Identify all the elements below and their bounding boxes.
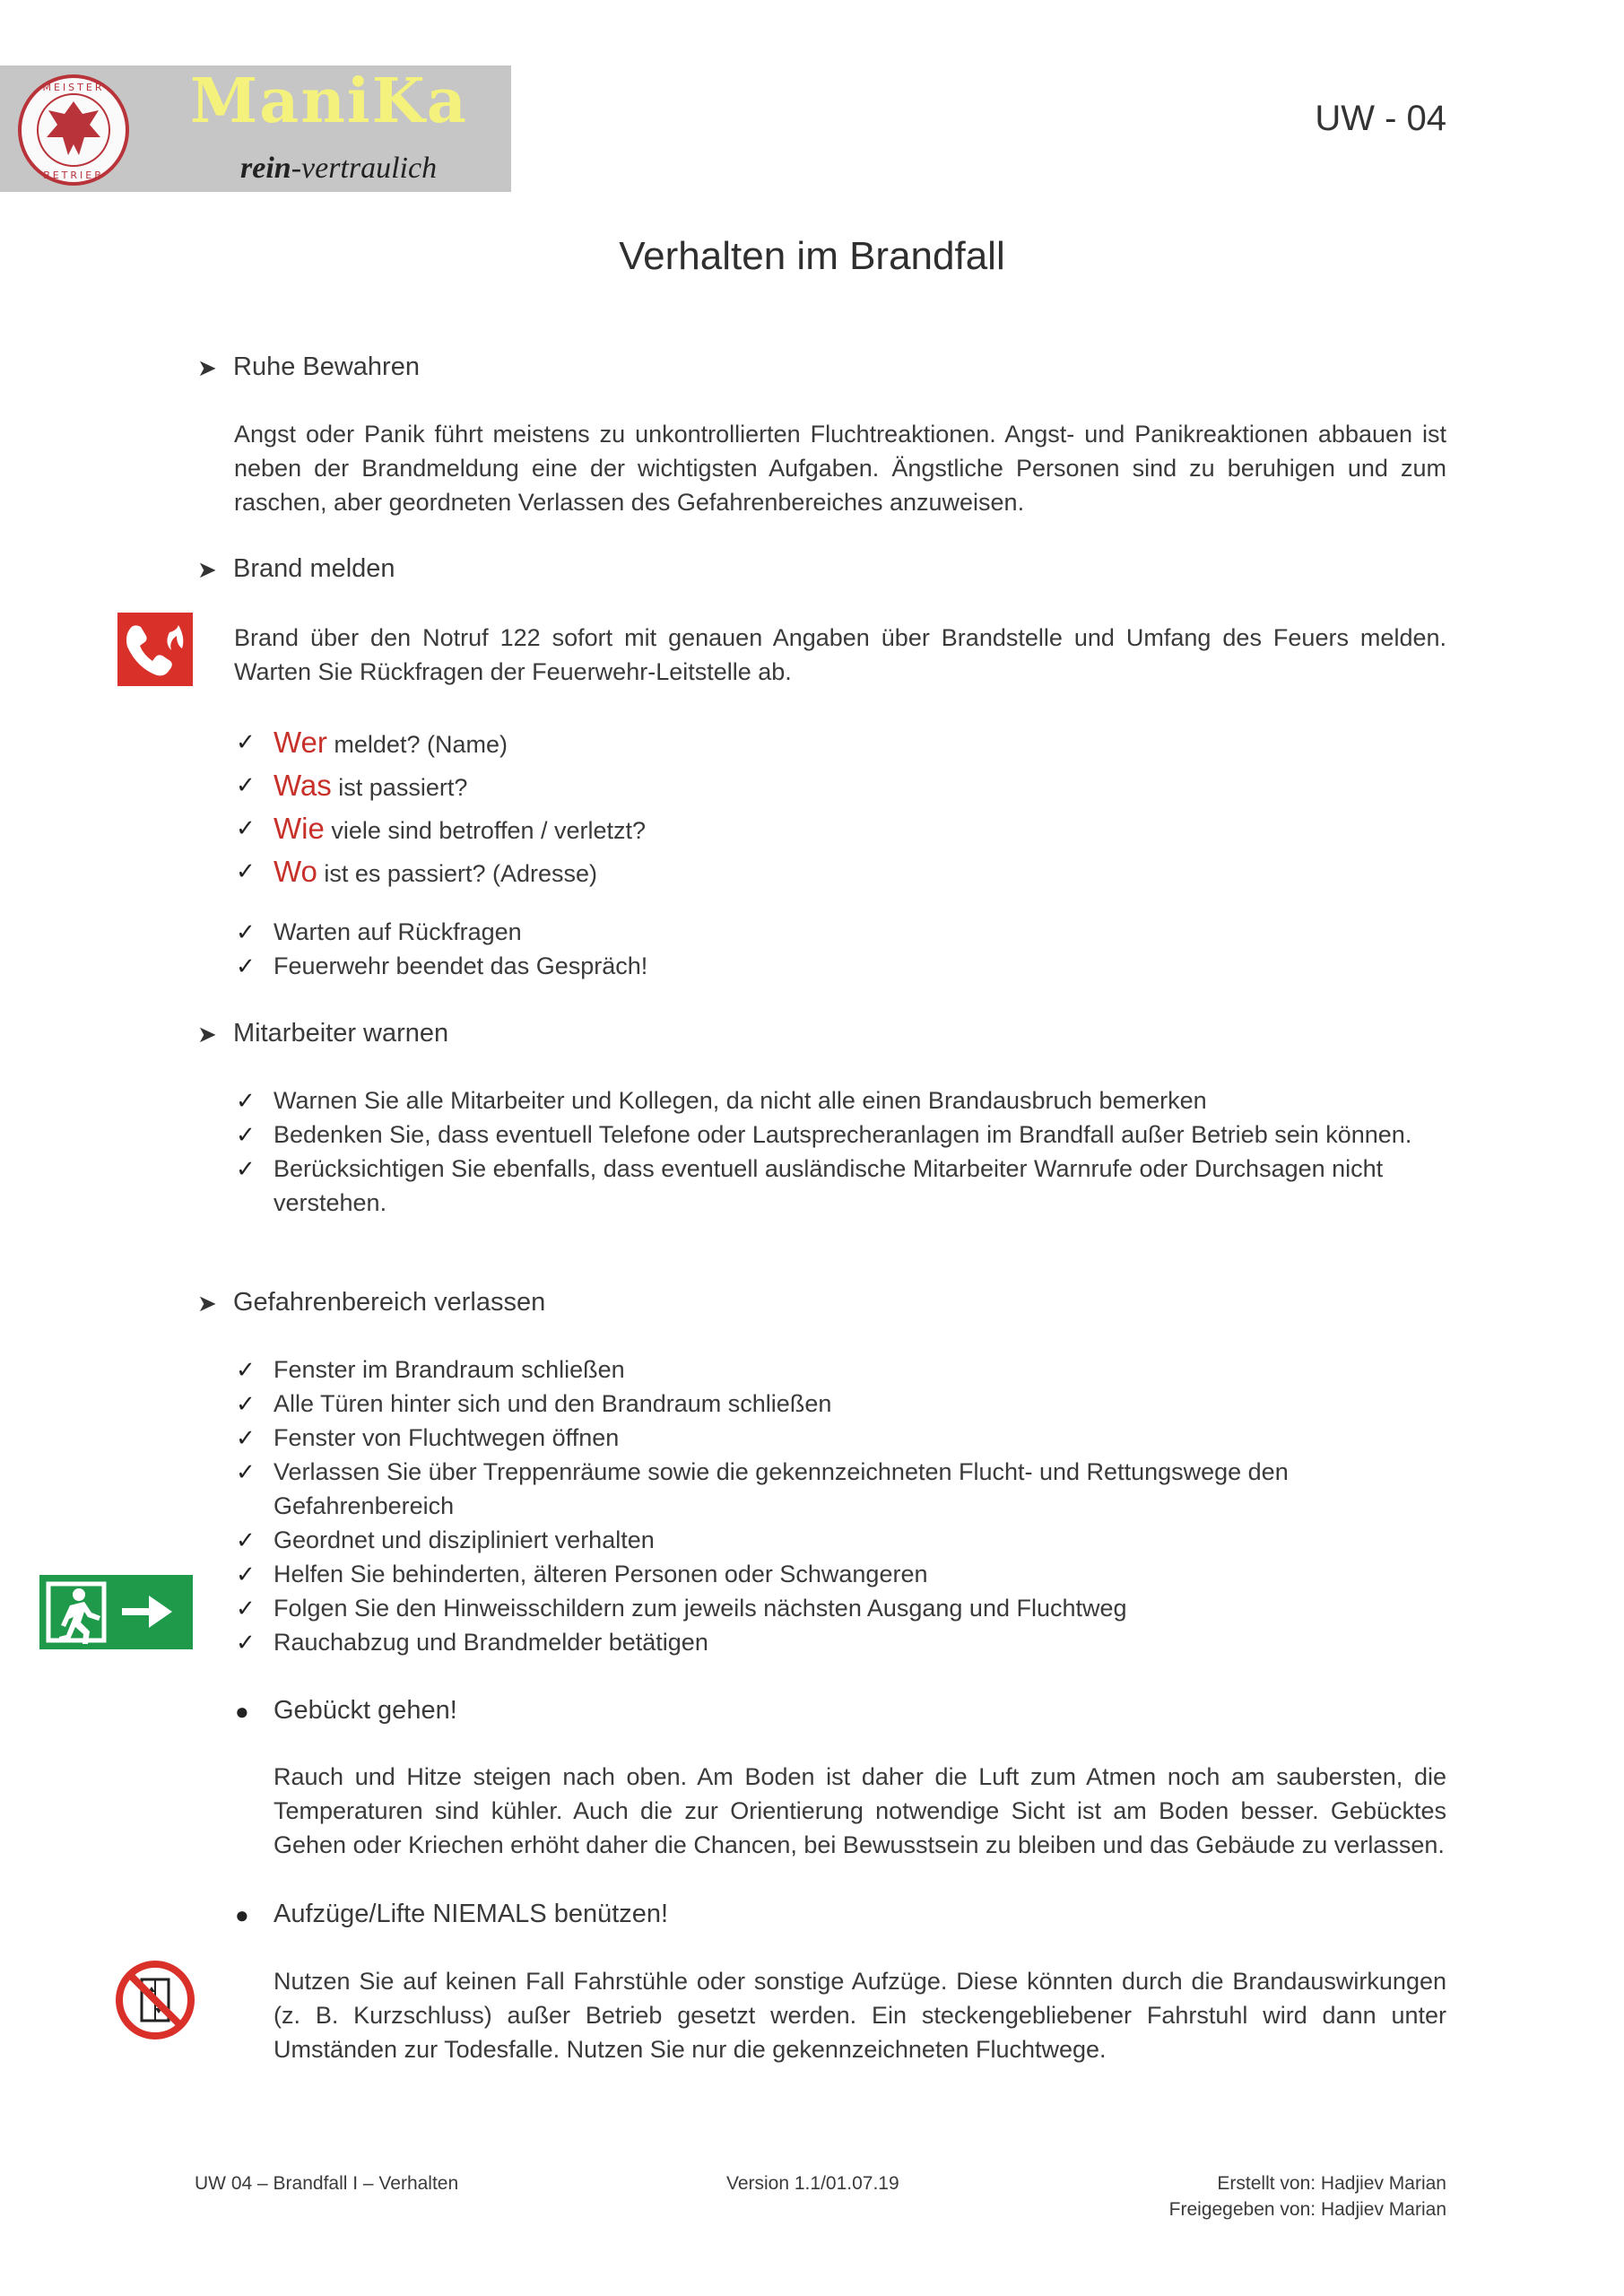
checkmark-icon: ✓: [236, 1155, 256, 1182]
arrow-bullet-icon: ➤: [197, 353, 217, 381]
list-item: ✓ Geordnet und diszipliniert verhalten: [236, 1523, 1446, 1557]
list-item: ✓ Verlassen Sie über Treppenräume sowie die gekennzeichneten Flucht- und Rettungswege den Gefahrenbereich: [236, 1455, 1446, 1523]
arrow-bullet-icon: ➤: [197, 1289, 217, 1317]
no-elevator-icon: [115, 1960, 195, 2040]
section-heading-brand-melden: ➤ Brand melden: [197, 554, 395, 583]
after-call-list: [236, 915, 1446, 983]
checkmark-icon: ✓: [236, 1629, 256, 1656]
checkmark-icon: ✓: [236, 1390, 256, 1417]
brand-tagline: rein-vertraulich: [240, 152, 438, 185]
checkmark-icon: ✓: [236, 952, 256, 979]
paragraph-gebueckt: Rauch und Hitze steigen nach oben. Am Boden ist daher die Luft zum Atmen noch am saubersten, die Temperaturen sind kühler. Auch die zur Orientierung notwendige Sicht ist am Boden besser. Gebücktes Gehen oder Kriechen erhöht daher die Chancen, bei Bewusstsein zu bleiben und das Gebäude zu verlassen.: [274, 1763, 1446, 1858]
list-item: ✓ Bedenken Sie, dass eventuell Telefone oder Lautsprecheranlagen im Brandfall außer Betrieb sein können.: [236, 1118, 1446, 1152]
emergency-exit-icon: [39, 1575, 193, 1649]
footer-version: Version 1.1/01.07.19: [726, 2173, 899, 2194]
checkmark-icon: ✓: [236, 1526, 256, 1553]
checkmark-icon: ✓: [236, 1458, 256, 1485]
list-item: ✓ Berücksichtigen Sie ebenfalls, dass eventuell ausländische Mitarbeiter Warnrufe oder Durchsagen nicht verstehen.: [236, 1152, 1446, 1220]
paragraph-aufzug: Nutzen Sie auf keinen Fall Fahrstühle oder sonstige Aufzüge. Diese könnten durch die Brandauswirkungen (z. B. Kurzschluss) außer Betrieb gesetzt werden. Ein steckengebliebener Fahrstuhl wird dann unter Umständen zur Todesfalle. Nutzen Sie nur die gekennzeichneten Fluchtwege.: [274, 1968, 1446, 2063]
footer-doc-ref: UW 04 – Brandfall I – Verhalten: [195, 2173, 459, 2194]
list-item: ✓ Wo ist es passiert? (Adresse): [236, 851, 1446, 894]
paragraph-ruhe: Angst oder Panik führt meistens zu unkontrollierten Fluchtreaktionen. Angst- und Panikreaktionen abbauen ist neben der Brandmeldung eine der wichtigsten Aufgaben. Ängstliche Personen sind zu beruhigen und zum raschen, aber geordneten Verlassen des Gefahrenbereiches anzuweisen.: [234, 421, 1446, 516]
warnen-list: [236, 1083, 1446, 1220]
footer-approved-by: Freigegeben von: Hadjiev Marian: [1168, 2199, 1446, 2220]
bullet-dot-icon: ●: [235, 1900, 249, 1928]
verlassen-list: [236, 1352, 1446, 1659]
list-item: ✓ Wer meldet? (Name): [236, 722, 1446, 765]
list-item: ✓ Rauchabzug und Brandmelder betätigen: [236, 1625, 1446, 1659]
checkmark-icon: ✓: [236, 814, 256, 841]
checkmark-icon: ✓: [236, 771, 256, 798]
bullet-dot-icon: ●: [235, 1697, 249, 1725]
section-heading-ruhe: ➤ Ruhe Bewahren: [197, 352, 420, 381]
arrow-bullet-icon: ➤: [197, 1020, 217, 1048]
list-item: ✓ Folgen Sie den Hinweisschildern zum jeweils nächsten Ausgang und Fluchtweg: [236, 1591, 1446, 1625]
brand-name: ManiKa: [190, 65, 468, 137]
subheading-gebueckt: ● Gebückt gehen!: [235, 1696, 457, 1725]
subheading-aufzug: ● Aufzüge/Lifte NIEMALS benützen!: [235, 1900, 669, 1928]
list-item: ✓ Wie viele sind betroffen / verletzt?: [236, 808, 1446, 851]
list-item: ✓ Fenster im Brandraum schließen: [236, 1352, 1446, 1387]
checkmark-icon: ✓: [236, 1424, 256, 1451]
document-code: UW - 04: [1315, 99, 1446, 138]
list-item: ✓ Was ist passiert?: [236, 765, 1446, 808]
w-questions-list: [236, 722, 1446, 894]
footer-created-by: Erstellt von: Hadjiev Marian: [1217, 2173, 1446, 2194]
page-title: Verhalten im Brandfall: [619, 234, 1005, 278]
list-item: ✓ Alle Türen hinter sich und den Brandraum schließen: [236, 1387, 1446, 1421]
paragraph-brand-melden: Brand über den Notruf 122 sofort mit genauen Angaben über Brandstelle und Umfang des Feuers melden. Warten Sie Rückfragen der Feuerwehr-Leitstelle ab.: [234, 624, 1446, 685]
fire-emergency-phone-icon: [117, 613, 193, 686]
arrow-bullet-icon: ➤: [197, 555, 217, 583]
svg-text:MEISTER: MEISTER: [42, 82, 105, 93]
meister-betrieb-seal-icon: [16, 73, 131, 187]
checkmark-icon: ✓: [236, 728, 256, 755]
section-heading-warnen: ➤ Mitarbeiter warnen: [197, 1019, 449, 1048]
list-item: ✓ Warnen Sie alle Mitarbeiter und Kollegen, da nicht alle einen Brandausbruch bemerken: [236, 1083, 1446, 1118]
list-item: ✓ Feuerwehr beendet das Gespräch!: [236, 949, 1446, 983]
checkmark-icon: ✓: [236, 1121, 256, 1148]
checkmark-icon: ✓: [236, 1595, 256, 1622]
list-item: ✓ Helfen Sie behinderten, älteren Personen oder Schwangeren: [236, 1557, 1446, 1591]
list-item: ✓ Warten auf Rückfragen: [236, 915, 1446, 949]
logo-banner: [0, 65, 511, 192]
checkmark-icon: ✓: [236, 857, 256, 884]
svg-text:BETRIEB: BETRIEB: [43, 170, 104, 181]
section-heading-verlassen: ➤ Gefahrenbereich verlassen: [197, 1288, 546, 1317]
checkmark-icon: ✓: [236, 918, 256, 945]
checkmark-icon: ✓: [236, 1087, 256, 1114]
checkmark-icon: ✓: [236, 1561, 256, 1587]
list-item: ✓ Fenster von Fluchtwegen öffnen: [236, 1421, 1446, 1455]
checkmark-icon: ✓: [236, 1356, 256, 1383]
